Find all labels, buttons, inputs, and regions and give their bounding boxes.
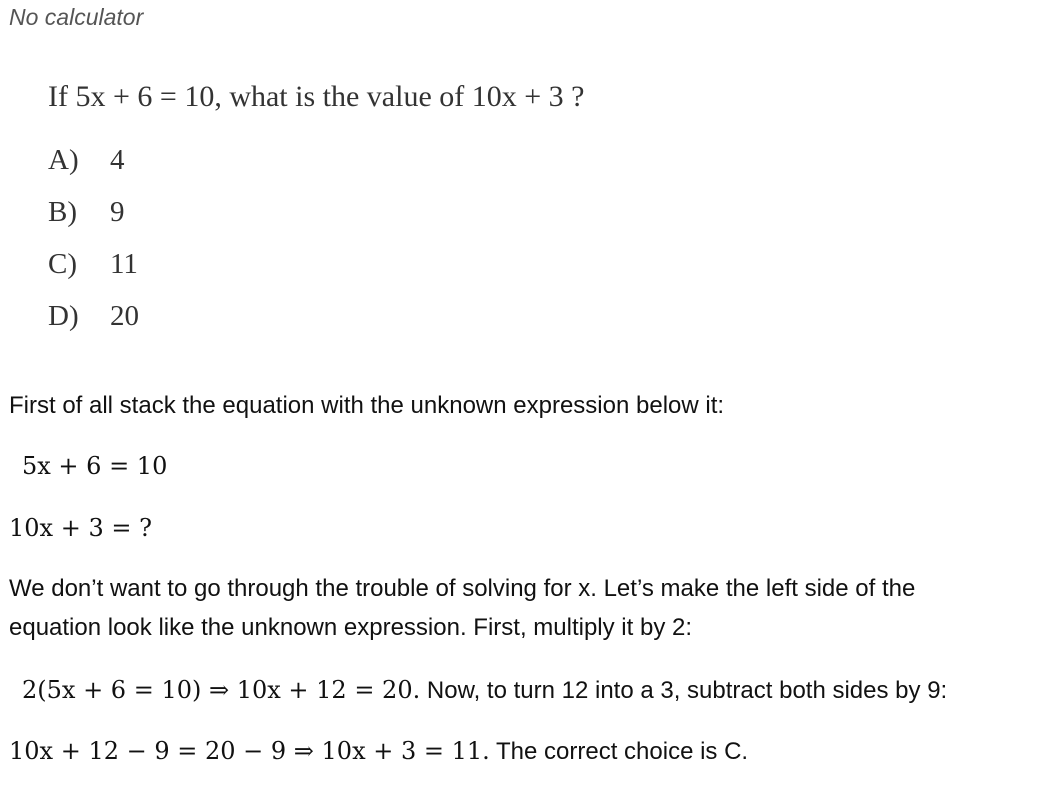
question-text: If 5x + 6 = 10, what is the value of 10x + 3 ?: [48, 80, 585, 113]
step-subtract-math: 10x + 12 − 9 = 20 − 9 ⇒ 10x + 3 = 11.: [9, 737, 490, 765]
explanation-intro: First of all stack the equation with the unknown expression below it:: [9, 392, 725, 419]
choice-c: [48, 242, 139, 294]
step-subtract: [9, 737, 748, 766]
choice-value: 4: [110, 144, 125, 176]
choice-letter: B): [48, 196, 77, 228]
choice-d: [48, 294, 139, 346]
choice-letter: C): [48, 248, 77, 280]
choice-value: 11: [110, 248, 138, 280]
explanation-paragraph-line-1: We don’t want to go through the trouble of solving for x. Let’s make the left side of the: [9, 575, 916, 602]
choice-letter: A): [48, 144, 79, 176]
choice-b: [48, 190, 139, 242]
step-subtract-text: The correct choice is C.: [489, 738, 749, 765]
explanation-paragraph-line-2: equation look like the unknown expression. First, multiply it by 2:: [9, 614, 693, 641]
step-multiply: [22, 676, 947, 705]
step-multiply-text: Now, to turn 12 into a 3, subtract both sides by 9:: [420, 677, 948, 704]
answer-choices: [48, 138, 139, 346]
choice-a: [48, 138, 139, 190]
choice-value: 9: [110, 196, 125, 228]
no-calculator-note: No calculator: [9, 4, 144, 30]
equation-unknown: 10x + 3 = ?: [9, 514, 152, 542]
choice-value: 20: [110, 300, 139, 332]
choice-letter: D): [48, 300, 79, 332]
equation-given: 5x + 6 = 10: [22, 452, 168, 480]
step-multiply-math: 2(5x + 6 = 10) ⇒ 10x + 12 = 20.: [22, 676, 421, 704]
